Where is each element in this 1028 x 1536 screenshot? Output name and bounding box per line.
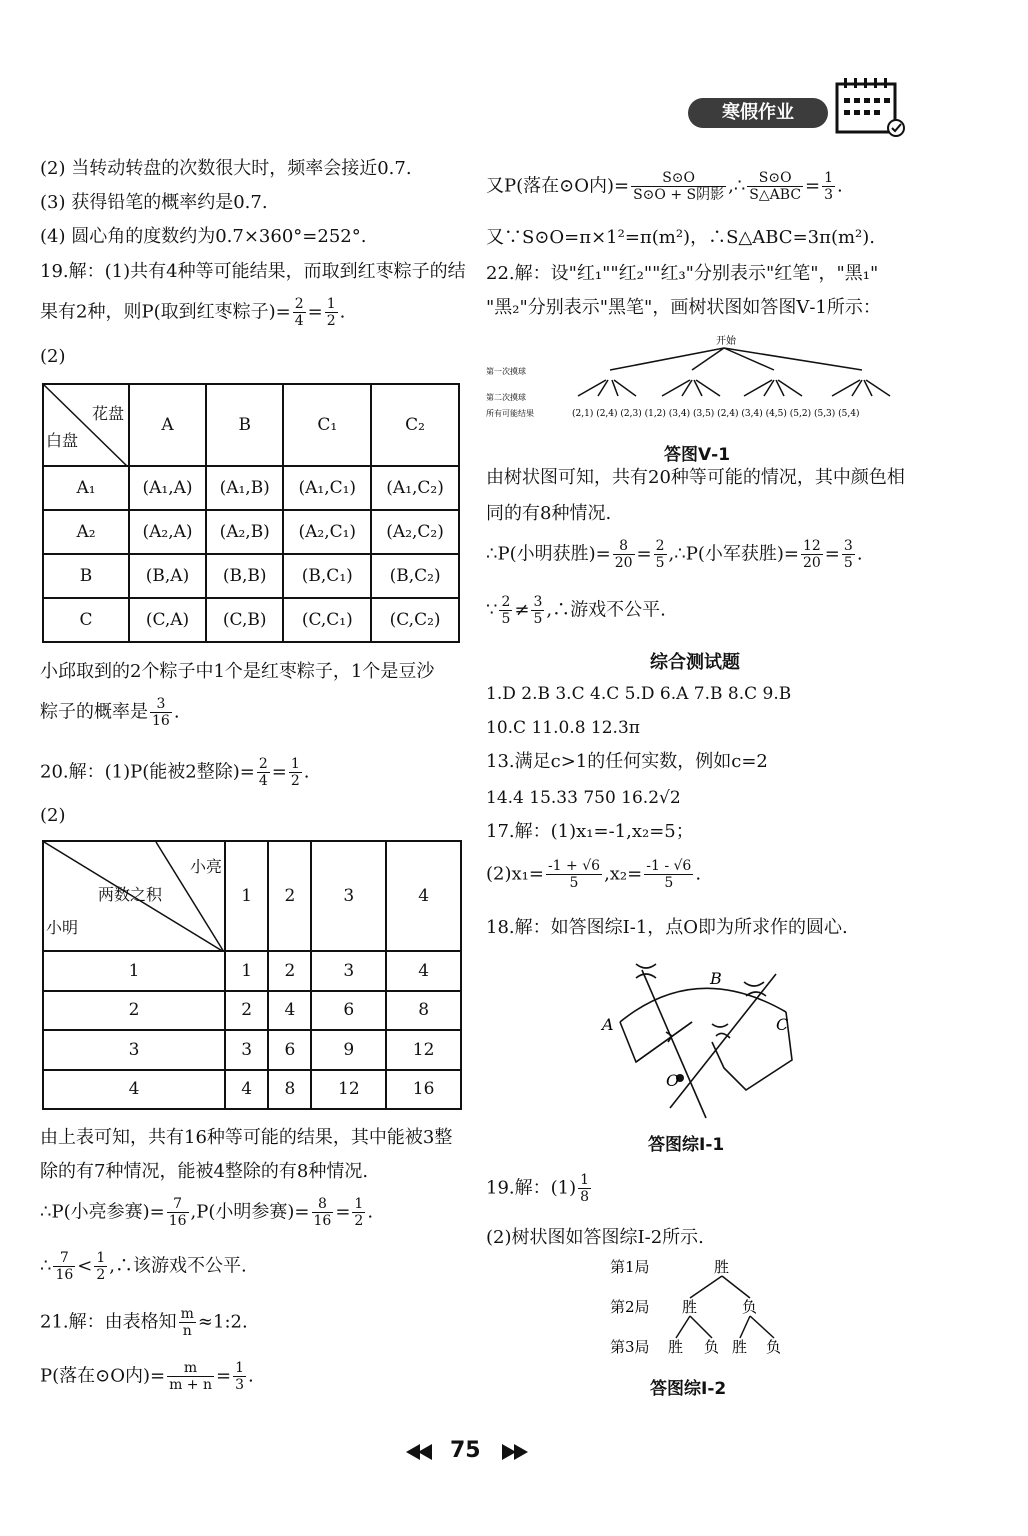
text-line: 19.解：(1)共有4种等可能结果，而取到红枣粽子的结 <box>40 261 466 282</box>
table-row: B (B,A) (B,B) (B,C₁) (B,C₂) <box>43 554 459 598</box>
text-line: 13.满足c>1的任何实数，例如c=2 <box>486 751 768 772</box>
text-line: 又∵S⊙O=π×1²=π(m²)，∴S△ABC=3π(m²). <box>486 227 875 248</box>
table-row: 2 2 4 6 8 <box>43 991 461 1031</box>
text-line: P(落在⊙O内)= $\frac{m}{m + n}$ = $\frac{1}{3}$ . <box>40 1360 254 1393</box>
svg-text:负: 负 <box>766 1338 782 1356</box>
figure-caption: 答图综Ⅰ-2 <box>650 1379 727 1399</box>
svg-text:第二次摸球: 第二次摸球 <box>486 393 526 402</box>
svg-text:胜: 胜 <box>682 1298 698 1316</box>
svg-text:负: 负 <box>704 1338 720 1356</box>
calendar-icon <box>834 76 908 138</box>
table-row: 1 1 2 3 4 <box>43 951 461 991</box>
table-row: 3 3 6 9 12 <box>43 1030 461 1070</box>
table-row: C (C,A) (C,B) (C,C₁) (C,C₂) <box>43 598 459 642</box>
figure-caption: 答图Ⅴ-1 <box>664 445 731 465</box>
text-line: 果有2种，则P(取到红枣粽子)= $\frac{2}{4}$ = $\frac{1}{2}$ . <box>40 296 346 329</box>
answer-line: 14.4 15.33 750 16.2√2 <box>486 788 681 808</box>
table-col-header: C₂ <box>371 384 459 466</box>
svg-text:胜: 胜 <box>732 1338 748 1356</box>
table-row: A₁ (A₁,A) (A₁,B) (A₁,C₁) (A₁,C₂) <box>43 466 459 510</box>
text-line: 同的有8种情况. <box>486 503 612 524</box>
text-line: ∴P(小亮参赛)= $\frac{7}{16}$ ,P(小明参赛)= $\frac{8}{16}$ = $\frac{1}{2}$ . <box>40 1196 374 1229</box>
text-line: 又P(落在⊙O内)= $\frac{S⊙O}{\text{S⊙O + S阴影}}$ ,∴ $\frac{S⊙O}{\text{S△ABC}}$ = $\frac{1}{3}$ . <box>486 170 843 203</box>
table-col-header: C₁ <box>283 384 371 466</box>
svg-text:第一次摸球: 第一次摸球 <box>486 367 526 376</box>
geometry-figure <box>596 950 806 1120</box>
text-line: (4) 圆心角的度数约为0.7×360°=252°. <box>40 226 367 247</box>
table-row: A₂ (A₂,A) (A₂,B) (A₂,C₁) (A₂,C₂) <box>43 510 459 554</box>
table-corner: 花盘 白盘 <box>43 384 129 466</box>
answer-line: 1.D 2.B 3.C 4.C 5.D 6.A 7.B 8.C 9.B <box>486 684 792 704</box>
svg-text:第3局: 第3局 <box>610 1338 650 1356</box>
table-corner: 小亮 两数之积 小明 <box>43 841 225 951</box>
text-line: 由上表可知，共有16种等可能的结果，其中能被3整 <box>40 1127 453 1148</box>
tree-root: 开始 <box>716 336 736 347</box>
svg-text:第2局: 第2局 <box>610 1298 650 1316</box>
text-line: 除的有7种情况，能被4整除的有8种情况. <box>40 1161 369 1182</box>
text-line: 小邱取到的2个粽子中1个是红枣粽子，1个是豆沙 <box>40 661 435 682</box>
text-line: ∴ $\frac{7}{16}$ < $\frac{1}{2}$ ,∴该游戏不公平. <box>40 1250 247 1283</box>
header-badge: 寒假作业 <box>688 98 828 128</box>
tree-diagram-2 <box>610 1256 800 1366</box>
svg-text:所有可能结果: 所有可能结果 <box>486 409 534 418</box>
text-line: "黑₂"分别表示"黑笔"，画树状图如答图Ⅴ-1所示： <box>486 297 881 318</box>
answer-line: 10.C 11.0.8 12.3π <box>486 718 640 738</box>
svg-text:(2,1) (2,4) (2,3) (1,2) (3,4): (2,1) (2,4) (2,3) (1,2) (3,4) (3,5) (2,4) (3,4) (4,5) (5,2) (5,3) (5,4) <box>572 409 860 419</box>
figure-caption: 答图综Ⅰ-1 <box>648 1135 725 1155</box>
svg-text:A: A <box>602 1015 614 1034</box>
text-line: 粽子的概率是 $\frac{3}{16}$ . <box>40 696 180 729</box>
text-line: 由树状图可知，共有20种等可能的情况，其中颜色相 <box>486 467 905 488</box>
text-line: 17.解：(1)x₁=-1,x₂=5； <box>486 821 694 842</box>
text-line: (2)树状图如答图综Ⅰ-2所示. <box>486 1227 704 1248</box>
svg-text:O: O <box>666 1071 680 1090</box>
text-line: (3) 获得铅笔的概率约是0.7. <box>40 192 268 213</box>
text-line: (2) <box>40 346 66 367</box>
product-table-2: 小亮 两数之积 小明 1 2 3 4 1 1 2 3 4 2 2 4 6 8 3 3 6 9 12 4 4 8 12 16 <box>42 840 462 1110</box>
table-row: 4 4 8 12 16 <box>43 1070 461 1110</box>
text-line: (2) 当转动转盘的次数很大时，频率会接近0.7. <box>40 158 412 179</box>
svg-text:C: C <box>776 1015 789 1034</box>
text-line: ∵ $\frac{2}{5}$ ≠ $\frac{3}{5}$ ,∴游戏不公平. <box>486 594 666 627</box>
text-line: 18.解：如答图综Ⅰ-1，点O即为所求作的圆心. <box>486 917 848 938</box>
text-line: 19.解：(1) $\frac{1}{8}$ <box>486 1172 590 1205</box>
svg-text:负: 负 <box>742 1298 758 1316</box>
table-col-header: B <box>206 384 283 466</box>
svg-text:第1局: 第1局 <box>610 1258 650 1276</box>
page-number: 75 <box>450 1438 481 1463</box>
svg-text:B: B <box>710 969 722 988</box>
section-title: 综合测试题 <box>650 652 740 673</box>
table-col-header: A <box>129 384 206 466</box>
svg-text:胜: 胜 <box>668 1338 684 1356</box>
text-line: (2)x₁= $\frac{-1 + √6}{5}$ ,x₂= $\frac{-1 - √6}{5}$ . <box>486 858 702 891</box>
svg-text:胜: 胜 <box>714 1258 730 1276</box>
tree-diagram-v1 <box>486 330 910 426</box>
text-line: 22.解：设"红₁""红₂""红₃"分别表示"红笔"，"黑₁" <box>486 263 879 284</box>
text-line: 20.解：(1)P(能被2整除)= $\frac{2}{4}$ = $\frac{1}{2}$ . <box>40 756 310 789</box>
text-line: ∴P(小明获胜)= $\frac{8}{20}$ = $\frac{2}{5}$ ,∴P(小军获胜)= $\frac{12}{20}$ = $\frac{3}{5}$ . <box>486 538 863 571</box>
text-line: 21.解：由表格知 $\frac{m}{n}$ ≈1:2. <box>40 1306 248 1339</box>
text-line: (2) <box>40 805 66 826</box>
outcome-table-1 <box>42 383 460 643</box>
